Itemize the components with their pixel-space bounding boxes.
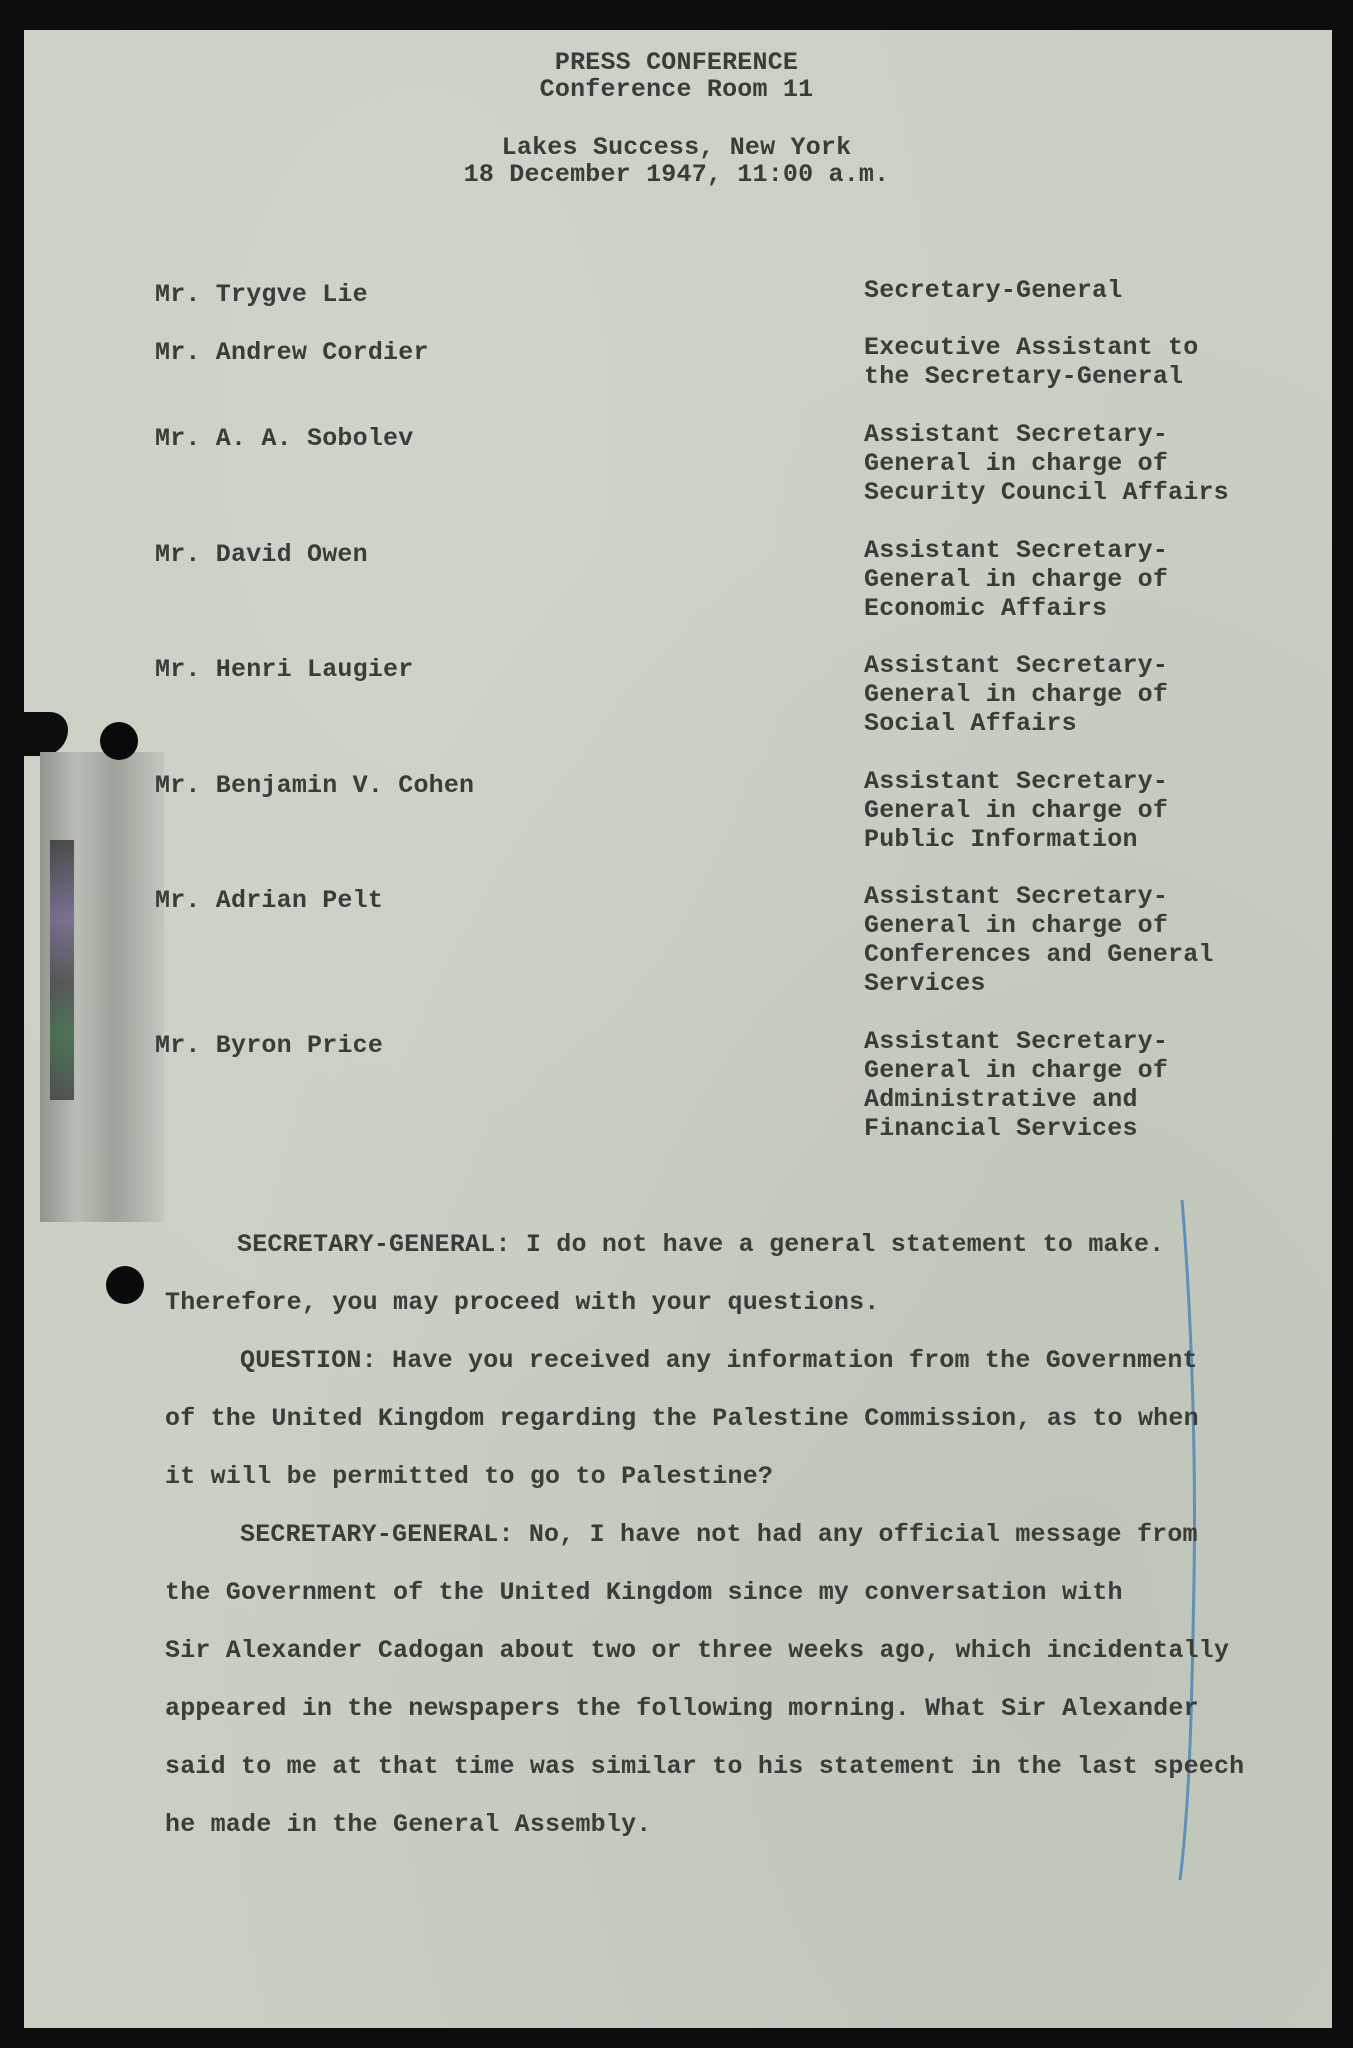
attendee-name: Mr. Adrian Pelt (155, 886, 384, 915)
attendee-role: Assistant Secretary- General in charge of Economic Affairs (864, 536, 1169, 623)
transcript-line: said to me at that time was similar to his statement in the last speech (165, 1752, 1245, 1781)
transcript-line: Sir Alexander Cadogan about two or three weeks ago, which incidentally (165, 1636, 1230, 1665)
attendee-name: Mr. Henri Laugier (155, 655, 414, 684)
punch-hole (100, 722, 138, 760)
transcript-line: he made in the General Assembly. (165, 1810, 652, 1839)
attendee-role: Secretary-General (864, 276, 1123, 305)
attendee-name: Mr. Andrew Cordier (155, 338, 429, 367)
header-room: Conference Room 11 (539, 75, 814, 104)
attendee-role: Assistant Secretary- General in charge of Administrative and Financial Services (864, 1027, 1169, 1143)
attendee-role: Assistant Secretary- General in charge of Conferences and General Services (864, 882, 1214, 998)
header-date: 18 December 1947, 11:00 a.m. (463, 160, 890, 189)
header-title: PRESS CONFERENCE (554, 48, 799, 77)
binding-tab-marks (50, 840, 74, 1100)
transcript-line: appeared in the newspapers the following morning. What Sir Alexander (165, 1694, 1199, 1723)
transcript-line: Therefore, you may proceed with your questions. (165, 1288, 880, 1317)
transcript-line: SECRETARY-GENERAL: I do not have a general statement to make. (237, 1230, 1165, 1259)
attendee-role: Assistant Secretary- General in charge of Social Affairs (864, 651, 1169, 738)
attendee-name: Mr. David Owen (155, 540, 368, 569)
attendee-name: Mr. A. A. Sobolev (155, 424, 414, 453)
header-location: Lakes Success, New York (501, 133, 852, 162)
attendee-role: Assistant Secretary- General in charge of Security Council Affairs (864, 420, 1229, 507)
attendee-name: Mr. Benjamin V. Cohen (155, 771, 475, 800)
attendee-role: Executive Assistant to the Secretary-General (864, 333, 1199, 391)
attendee-role: Assistant Secretary- General in charge of Public Information (864, 767, 1169, 854)
attendee-name: Mr. Byron Price (155, 1031, 384, 1060)
punch-hole (106, 1266, 144, 1304)
transcript-line: of the United Kingdom regarding the Palestine Commission, as to when (165, 1404, 1199, 1433)
transcript-line: QUESTION: Have you received any information from the Government (240, 1346, 1198, 1375)
transcript-line: SECRETARY-GENERAL: No, I have not had any official message from (240, 1520, 1198, 1549)
transcript-line: the Government of the United Kingdom since my conversation with (165, 1578, 1123, 1607)
attendee-name: Mr. Trygve Lie (155, 280, 368, 309)
transcript-line: it will be permitted to go to Palestine? (165, 1462, 774, 1491)
